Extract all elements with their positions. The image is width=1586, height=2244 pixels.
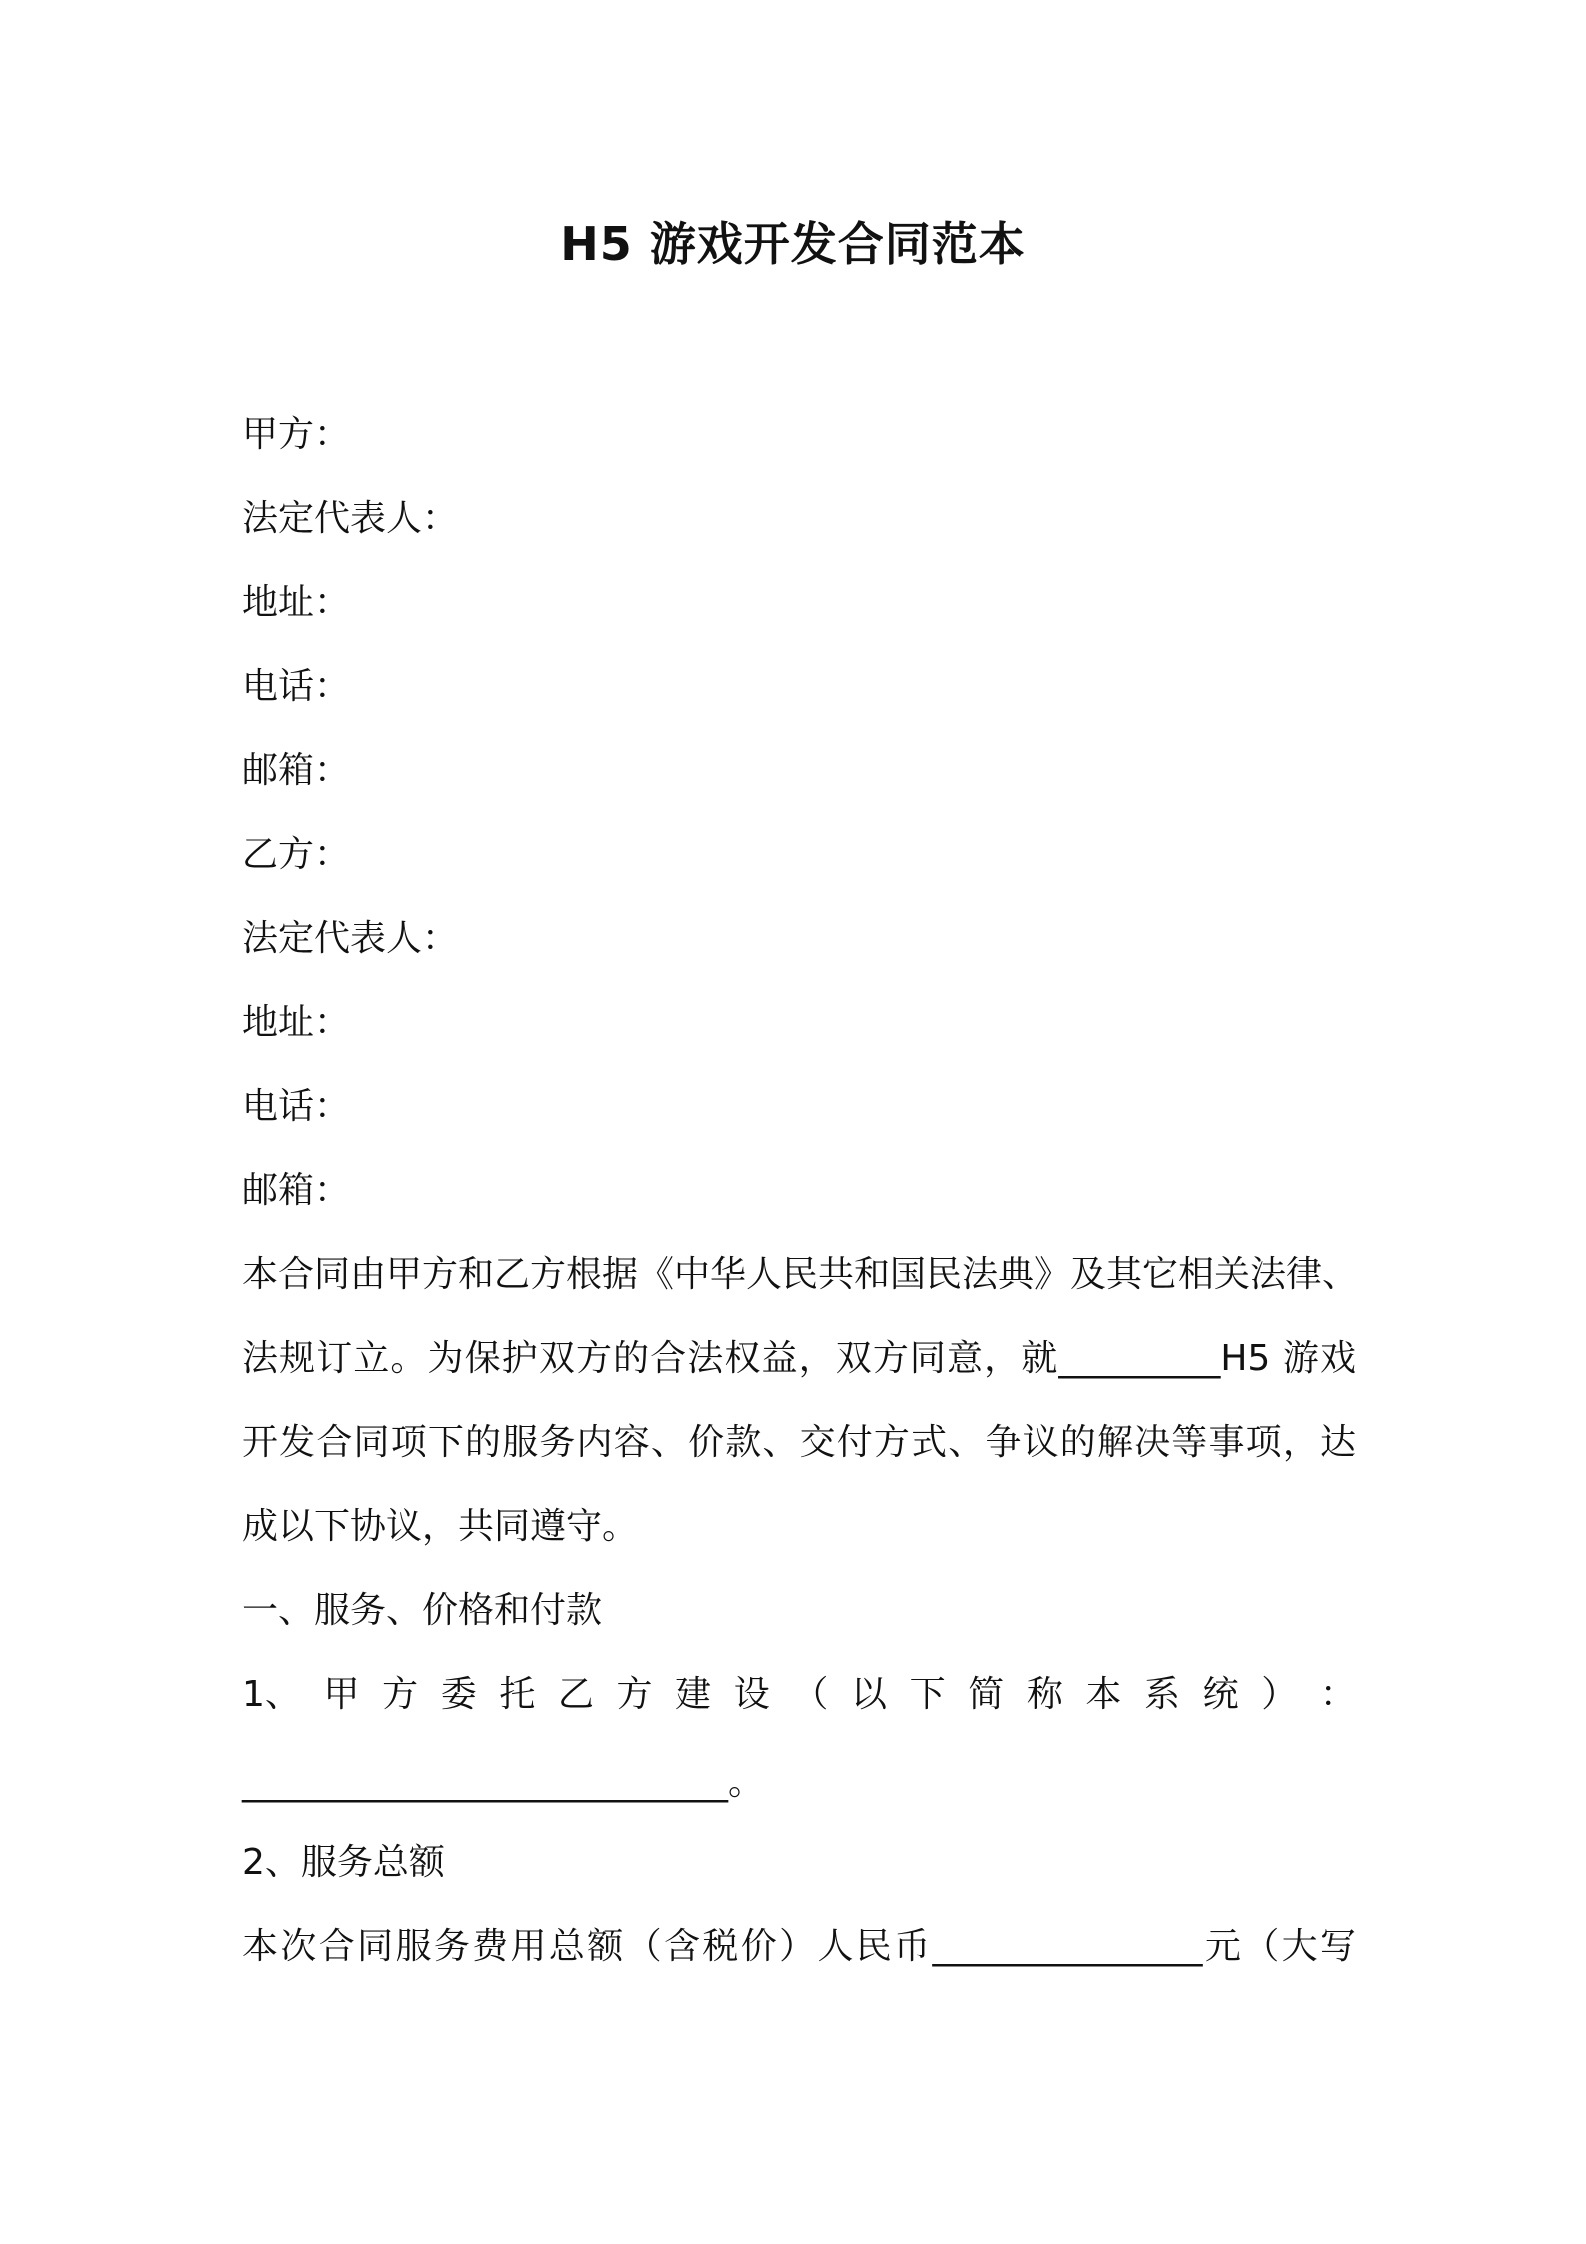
clause-1-char: 简 <box>968 1674 1005 1715</box>
clause-1-char: 乙 <box>557 1674 594 1715</box>
intro-line-3: 开发合同项下的服务内容、价款、交付方式、争议的解决等事项，达 <box>242 1422 1356 1463</box>
party-b-legal-rep: 法定代表人： <box>242 918 459 959</box>
intro-line-2: 法规订立。为保护双方的合法权益，双方同意，就_________H5 游戏 <box>242 1338 1356 1379</box>
clause-1-char: 以 <box>850 1674 887 1715</box>
clause-1-char: 统 <box>1202 1674 1239 1715</box>
clause-2-heading: 2、服务总额 <box>242 1842 445 1883</box>
clause-1-char: 1、 <box>242 1674 301 1715</box>
clause-1-char: 方 <box>616 1674 653 1715</box>
clause-1-char: 本 <box>1085 1674 1122 1715</box>
party-a-phone: 电话： <box>242 666 351 707</box>
clause-1-blank: ___________________________。 <box>242 1762 764 1803</box>
party-a-address: 地址： <box>242 582 351 623</box>
clause-2-line: 本次合同服务费用总额（含税价）人民币_______________元（大写 <box>242 1926 1356 1967</box>
section-1-heading: 一、服务、价格和付款 <box>242 1590 603 1631</box>
clause-1-char: 甲 <box>323 1674 360 1715</box>
clause-1-char: （ <box>792 1674 829 1715</box>
clause-1-char: 建 <box>675 1674 712 1715</box>
clause-1-char: 称 <box>1026 1674 1063 1715</box>
clause-1-char: ） <box>1261 1674 1298 1715</box>
party-a-legal-rep: 法定代表人： <box>242 498 459 539</box>
party-a-email: 邮箱： <box>242 750 351 791</box>
clause-1-char: 系 <box>1144 1674 1181 1715</box>
clause-1-line <box>242 1670 1356 1720</box>
party-b-address: 地址： <box>242 1002 351 1043</box>
party-b-email: 邮箱： <box>242 1170 351 1211</box>
party-b-phone: 电话： <box>242 1086 351 1127</box>
party-b-label: 乙方： <box>242 834 351 875</box>
clause-1-char: 设 <box>733 1674 770 1715</box>
intro-line-1: 本合同由甲方和乙方根据《中华人民共和国民法典》及其它相关法律、 <box>242 1254 1359 1295</box>
clause-1-char: 托 <box>499 1674 536 1715</box>
party-a-label: 甲方： <box>242 414 351 455</box>
clause-1-char: 委 <box>440 1674 477 1715</box>
clause-1-char: 方 <box>382 1674 419 1715</box>
document-title: H5 游戏开发合同范本 <box>560 217 1026 271</box>
clause-1-char: 下 <box>909 1674 946 1715</box>
clause-1-char: ： <box>1319 1674 1356 1715</box>
intro-line-4: 成以下协议，共同遵守。 <box>242 1506 639 1547</box>
